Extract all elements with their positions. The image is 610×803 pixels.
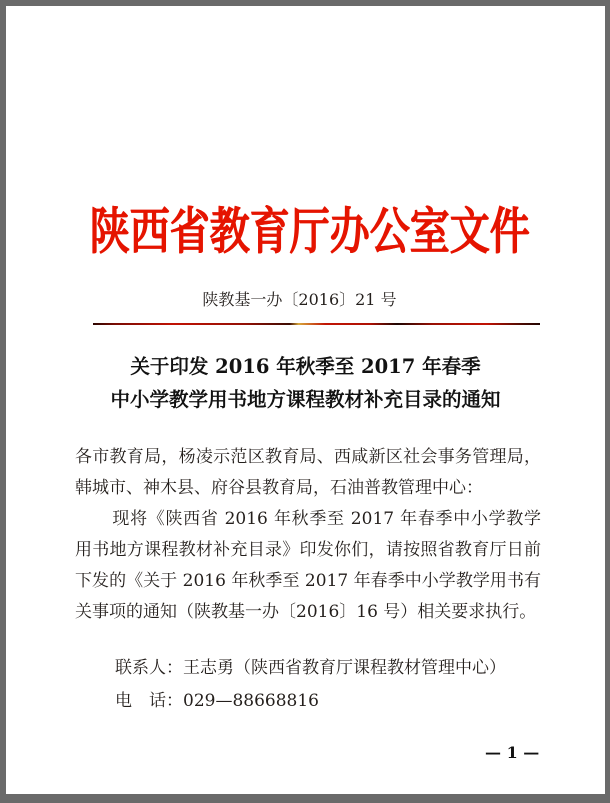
contact-info [115, 652, 506, 718]
page-number: — 1 — [485, 743, 540, 762]
contact-phone-line: 电 话：029—88668816 [115, 691, 319, 711]
document-header-title: 陕西省教育厅办公室文件 [89, 202, 530, 261]
document-reference-number: 陕教基一办〔2016〕21 号 [202, 290, 397, 309]
recipients-paragraph: 各市教育局，杨凌示范区教育局、西咸新区社会事务管理局，韩城市、神木县、府谷县教育局，石油普教管理中心： [75, 447, 541, 498]
document-body [75, 442, 541, 628]
contact-person-line: 联系人：王志勇（陕西省教育厅课程教材管理中心） [115, 658, 506, 678]
red-separator-rule [93, 323, 540, 325]
document-title [6, 350, 605, 416]
document-title-line-1: 关于印发 2016 年秋季至 2017 年春季 [130, 355, 481, 378]
main-paragraph: 现将《陕西省 2016 年秋季至 2017 年春季中小学教学用书地方课程教材补充目录》印发你们，请按照省教育厅日前下发的《关于 2016 年秋季至 2017 年春季中小学教学用书有关事项的通知（陕教基一办〔2016〕16 号）相关要求执行。 [75, 509, 541, 622]
document-title-line-2: 中小学教学用书地方课程教材补充目录的通知 [110, 388, 501, 411]
